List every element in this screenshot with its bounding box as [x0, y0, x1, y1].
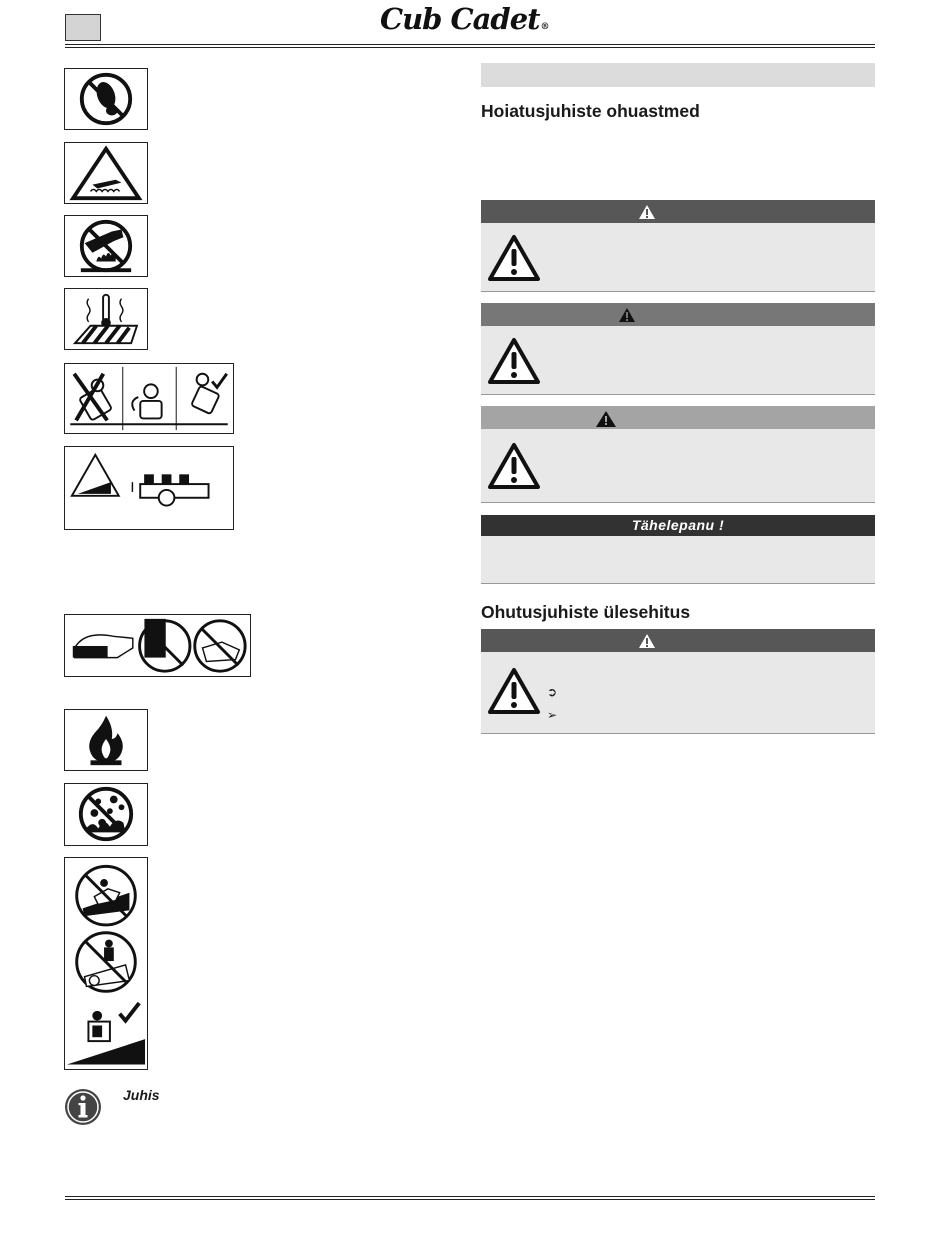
brand-logo	[380, 2, 549, 36]
section-header-bar	[481, 63, 875, 87]
safety-structure-box	[481, 629, 875, 734]
no-foot-icon	[64, 68, 148, 130]
slope-weight-icon	[64, 446, 234, 530]
notice-label: Tähelepanu !	[631, 517, 725, 533]
no-loose-clothing-icon	[64, 614, 251, 677]
section-title-warning-levels: Hoiatusjuhiste ohuastmed	[481, 101, 700, 121]
no-hand-fire-icon	[64, 215, 148, 277]
thrown-objects-icon	[64, 783, 148, 846]
danger-header	[481, 200, 875, 223]
notice-header	[481, 515, 875, 536]
page-number-tab	[65, 14, 101, 41]
info-note-label: Juhis	[123, 1087, 160, 1103]
info-icon	[64, 1088, 102, 1126]
slope-riding-icon	[64, 857, 148, 1070]
footer-rule-top	[65, 1196, 875, 1197]
caution-box	[481, 406, 875, 503]
flammable-icon	[64, 709, 148, 771]
action-marker: ➢	[547, 708, 558, 722]
warning-triangle-icon	[638, 633, 656, 649]
warning-header	[481, 303, 875, 326]
warning-triangle-icon	[618, 307, 636, 323]
warning-triangle-icon	[638, 204, 656, 220]
consequence-marker: ➲	[547, 685, 558, 699]
warning-box	[481, 303, 875, 395]
danger-box	[481, 200, 875, 292]
notice-box	[481, 515, 875, 584]
section-title-safety-structure: Ohutusjuhiste ülesehitus	[481, 602, 691, 622]
header-rule-bottom	[65, 47, 875, 48]
header-rule-top	[65, 44, 875, 45]
warning-triangle-icon	[487, 442, 541, 490]
hot-surface-warning-icon	[64, 142, 148, 204]
warning-triangle-icon	[595, 410, 617, 428]
tipping-tractor-icon	[64, 363, 234, 434]
footer-rule-bottom	[65, 1199, 875, 1200]
caution-header	[481, 406, 875, 429]
hot-ground-thermometer-icon	[64, 288, 148, 350]
brand-registered-mark: ®	[540, 22, 549, 32]
warning-triangle-icon	[487, 337, 541, 385]
warning-triangle-icon	[487, 234, 541, 282]
warning-triangle-icon	[487, 667, 541, 715]
structure-header	[481, 629, 875, 652]
brand-name: Cub Cadet	[380, 2, 540, 36]
